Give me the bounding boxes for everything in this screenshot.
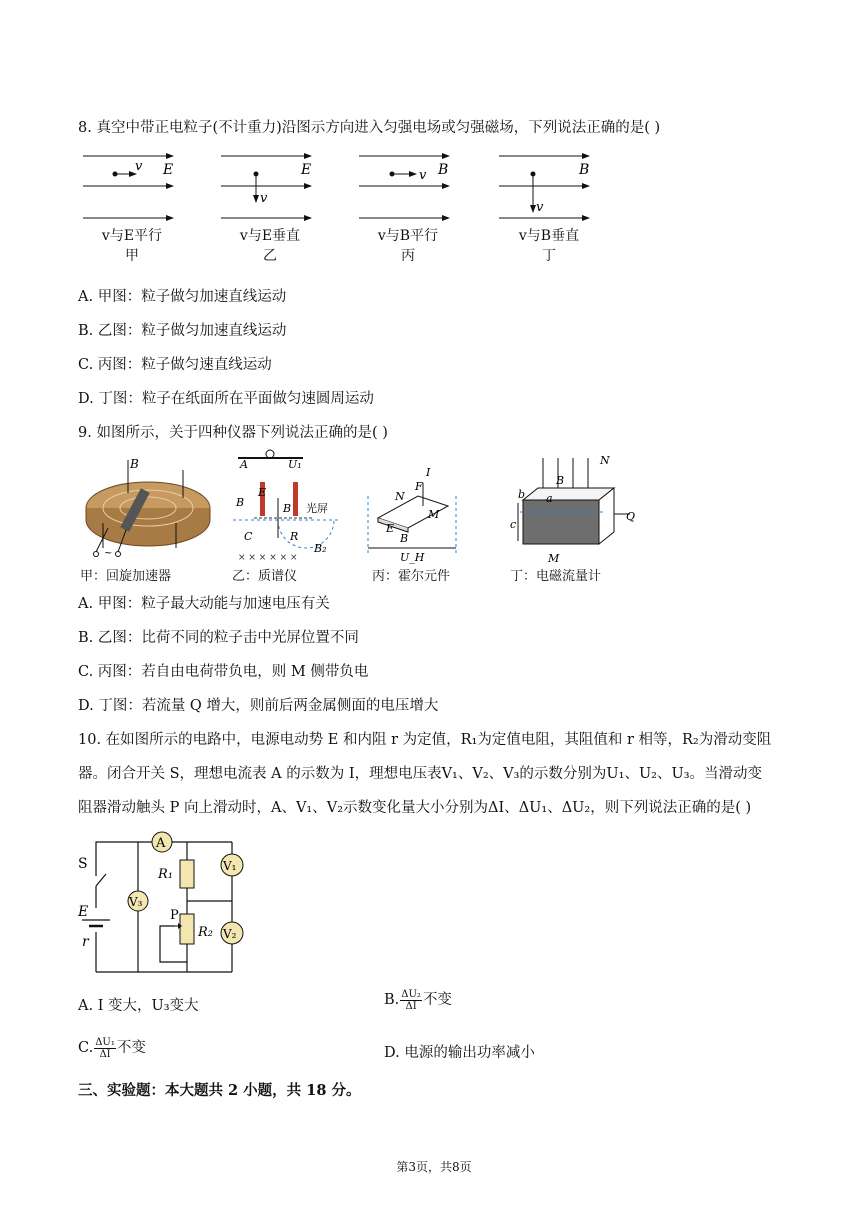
svg-text:N: N: [395, 490, 405, 503]
svg-text:× × × × × ×: × × × × × ×: [238, 553, 298, 563]
fig4-field: B: [579, 162, 590, 178]
fig1-caption: v与E平行 甲: [101, 228, 163, 264]
svg-text:V₃: V₃: [129, 895, 143, 909]
q10-line3: 阻器滑动触头 P 向上滑动时，A、V₁、V₂示数变化量大小分别为ΔI、ΔU₁、ΔU₂，则下列说法正确的是( ): [78, 800, 752, 816]
q9-caption-c: 丙：霍尔元件: [372, 569, 451, 584]
fig3-v: v: [419, 168, 427, 183]
svg-text:A: A: [240, 458, 248, 471]
q10-option-d: D. 电源的输出功率减小: [384, 1045, 535, 1061]
q9-option-b: B. 乙图：比荷不同的粒子击中光屏位置不同: [78, 630, 359, 646]
fig1-v: v: [135, 159, 143, 174]
fig2-caption: v与E垂直 乙: [239, 228, 301, 264]
q9-caption-d: 丁：电磁流量计: [510, 569, 602, 584]
svg-text:R₁: R₁: [158, 867, 173, 882]
q10-circuit: [72, 826, 262, 976]
svg-text:B: B: [556, 474, 565, 487]
svg-text:E: E: [78, 904, 89, 920]
q8-option-a: A. 甲图：粒子做匀加速直线运动: [78, 289, 287, 305]
q10-option-a: A. I 变大，U₃变大: [78, 998, 199, 1014]
section-heading: 三、实验题：本大题共 2 小题，共 18 分。: [78, 1082, 361, 1099]
fig-yi: [221, 156, 311, 218]
q8-option-d: D. 丁图：粒子在纸面所在平面做匀速圆周运动: [78, 391, 374, 407]
flowmeter-figure: [510, 454, 635, 565]
svg-text:U_H: U_H: [400, 551, 425, 564]
fig-ding: [499, 156, 589, 218]
svg-text:F: F: [415, 480, 423, 493]
svg-text:V₂: V₂: [223, 927, 237, 941]
svg-text:E: E: [258, 486, 267, 499]
svg-text:B: B: [236, 496, 245, 509]
svg-text:c: c: [510, 518, 517, 531]
q9-caption-b: 乙：质谱仪: [232, 569, 298, 584]
svg-text:~: ~: [104, 548, 113, 559]
q10-line2: 器。闭合开关 S，理想电流表 A 的示数为 I，理想电压表V₁、V₂、V₃的示数分别为U₁、U₂、U₃。当滑动变: [78, 766, 763, 782]
svg-text:S: S: [78, 856, 88, 872]
svg-text:R: R: [290, 530, 299, 543]
fig3-caption: v与B平行 丙: [377, 228, 439, 264]
q9-stem: 9. 如图所示，关于四种仪器下列说法正确的是( ): [78, 425, 388, 441]
svg-text:E: E: [386, 522, 395, 535]
svg-text:C: C: [244, 530, 253, 543]
svg-text:b: b: [518, 488, 526, 501]
svg-text:M: M: [428, 508, 440, 521]
svg-text:光屏: 光屏: [306, 502, 328, 515]
svg-text:I: I: [426, 466, 431, 479]
svg-text:A: A: [156, 836, 166, 851]
fig2-v: v: [260, 191, 268, 206]
svg-text:M: M: [548, 552, 560, 565]
svg-text:r: r: [82, 934, 89, 950]
svg-text:V₁: V₁: [223, 859, 237, 873]
cyclotron-figure: [86, 457, 210, 559]
q9-option-d: D. 丁图：若流量 Q 增大，则前后两金属侧面的电压增大: [78, 698, 439, 714]
svg-text:R₂: R₂: [198, 925, 213, 940]
fig-bing: [359, 156, 449, 218]
q9-option-a: A. 甲图：粒子最大动能与加速电压有关: [78, 596, 330, 612]
page-footer: 第3页，共8页: [396, 1160, 472, 1174]
q8-option-b: B. 乙图：粒子做匀加速直线运动: [78, 323, 287, 339]
svg-text:U₁: U₁: [288, 458, 302, 471]
svg-text:P: P: [170, 908, 179, 923]
q8-option-c: C. 丙图：粒子做匀速直线运动: [78, 357, 272, 373]
fig1-field: E: [163, 162, 174, 178]
svg-text:a: a: [546, 492, 553, 505]
q10-option-b: B. $\frac{\text{ΔU₂}}{\Delta I}$ 不变: [384, 988, 452, 1012]
cyc-B: B: [130, 457, 139, 471]
fig4-v: v: [536, 200, 544, 215]
fig4-caption: v与B垂直 丁: [518, 228, 580, 264]
svg-text:Q: Q: [626, 510, 636, 523]
fig-jia: [83, 156, 173, 218]
q9-caption-a: 甲：回旋加速器: [80, 569, 172, 584]
svg-text:N: N: [600, 454, 610, 467]
q8-stem: 8. 真空中带正电粒子(不计重力)沿图示方向进入匀强电场或匀强磁场，下列说法正确的是( ): [78, 120, 661, 136]
fig2-field: E: [301, 162, 312, 178]
hall-figure: [368, 466, 456, 564]
q9-option-c: C. 丙图：若自由电荷带负电，则 M 侧带负电: [78, 664, 369, 680]
q9-figures: [78, 448, 638, 568]
mass-spec-figure: [233, 450, 338, 563]
svg-text:B: B: [400, 532, 409, 545]
q10-option-c: C. $\frac{\text{ΔU₁}}{\Delta I}$ 不变: [78, 1036, 146, 1060]
svg-text:B: B: [283, 502, 292, 515]
q10-line1: 10. 在如图所示的电路中，电源电动势 E 和内阻 r 为定值，R₁为定值电阻，其阻值和 r 相等，R₂为滑动变阻: [78, 732, 772, 748]
fig3-field: B: [438, 162, 449, 178]
svg-text:B₂: B₂: [314, 542, 327, 555]
